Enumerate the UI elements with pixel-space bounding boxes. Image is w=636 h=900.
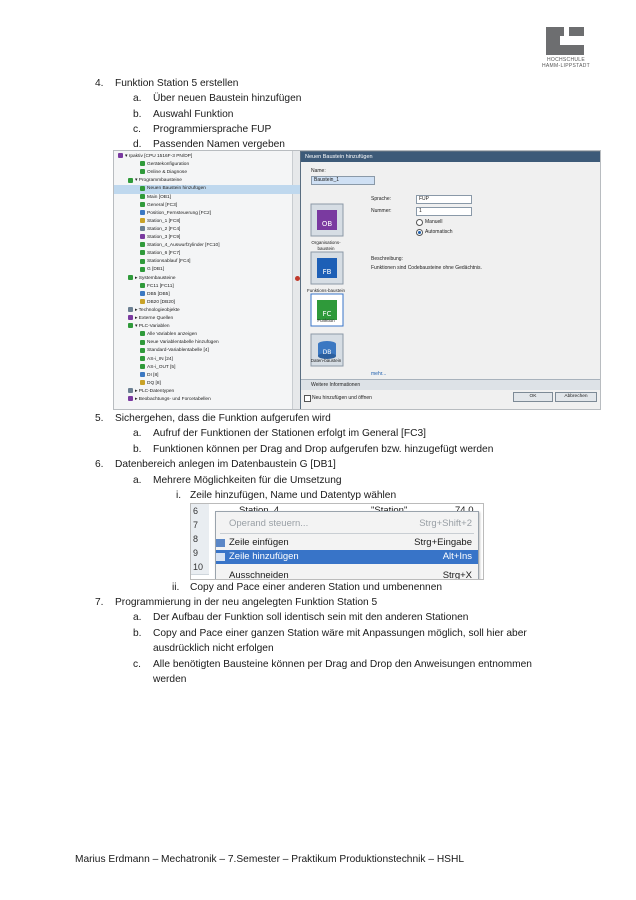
tree-item-icon <box>140 194 145 199</box>
step-number: 6. <box>95 459 104 470</box>
row-number: 7 <box>191 518 209 533</box>
step-number: 7. <box>95 597 104 608</box>
number-label: Nummer: <box>371 208 392 214</box>
roman-number: ii. <box>172 582 180 593</box>
tree-item-icon <box>140 226 145 231</box>
sub-text: Programmiersprache FUP <box>153 124 272 135</box>
row-number: 6 <box>191 504 209 519</box>
roman-text: Zeile hinzufügen, Name und Datentyp wählen <box>190 490 397 501</box>
more-link[interactable]: mehr... <box>371 371 387 377</box>
tree-item-label: General [FC3] <box>147 202 178 208</box>
menu-item-shortcut: Strg+X <box>442 570 472 580</box>
name-input[interactable]: Baustein_1 <box>311 176 375 185</box>
tree-item-label: ▸ Beobachtungs- und Forcetabellen <box>135 397 211 402</box>
ob-block-icon[interactable] <box>309 202 345 238</box>
tree-item-label: ▸ Systembausteine <box>135 275 176 281</box>
menu-item-label: Zeile hinzufügen <box>229 551 299 562</box>
tree-item-icon <box>128 275 133 280</box>
row-number: 10 <box>191 560 209 575</box>
menu-item-label: Zeile einfügen <box>229 537 289 548</box>
tree-item-label: Neue Variablentabelle hinzufügen <box>147 340 219 346</box>
tree-item-label: Position_Fernsteuerung [FC2] <box>147 210 211 216</box>
sub-text: Alle benötigten Bausteine können per Drag and Drop den Anweisungen entnommen werden <box>153 659 532 686</box>
tree-item-label: Standard-Variablentabelle [4] <box>147 348 209 354</box>
sub-text: Auswahl Funktion <box>153 109 234 120</box>
tree-item-label: Station_2 [FC4] <box>147 226 181 232</box>
db-block-label: Daten-baustein <box>310 358 342 363</box>
sub-text: Mehrere Möglichkeiten für die Umsetzung <box>153 475 342 486</box>
more-info-bar[interactable] <box>301 379 601 390</box>
tree-item-label: ▸ Externe Quellen <box>135 316 174 321</box>
auto-radio[interactable] <box>416 229 423 236</box>
tree-item-icon <box>128 396 133 401</box>
ok-button[interactable]: OK <box>513 392 553 402</box>
sub-text: Über neuen Baustein hinzufügen <box>153 93 302 104</box>
step-number: 5. <box>95 413 104 424</box>
step-text: Sichergehen, dass die Funktion aufgerufen wird <box>115 413 331 424</box>
description-label: Beschreibung: <box>371 256 403 262</box>
tree-item-label: Gerätekonfiguration <box>147 162 190 168</box>
menu-item-label: Operand steuern... <box>229 518 309 529</box>
add-block-dialog <box>300 151 601 410</box>
tree-item-label: Main [OB1] <box>147 194 171 200</box>
svg-text:FB: FB <box>322 268 332 276</box>
tree-item-icon <box>140 291 145 296</box>
tree-item-label: Online & Diagnose <box>147 170 187 176</box>
step-text: Programmierung in der neu angelegten Funktion Station 5 <box>115 597 378 608</box>
page-footer: Marius Erdmann – Mechatronik – 7.Semester – Praktikum Produktionstechnik – HSHL <box>75 854 464 865</box>
tree-item-icon <box>140 202 145 207</box>
logo-line1: HOCHSCHULE <box>546 57 585 63</box>
manual-label: Manuell <box>425 219 443 225</box>
tree-item-icon <box>140 242 145 247</box>
tree-item-label: Alle Variablen anzeigen <box>147 332 198 338</box>
fc-block-label: Funktion <box>317 318 335 323</box>
step-text: Funktion Station 5 erstellen <box>115 78 239 89</box>
tree-item-label: Station_3 [FC9] <box>147 235 181 240</box>
tree-item-icon <box>128 315 133 320</box>
sub-number: b. <box>133 444 142 455</box>
tree-item-icon <box>140 186 145 191</box>
cancel-button[interactable]: Abbrechen <box>555 392 597 402</box>
tree-item-icon <box>128 307 133 312</box>
step-text: Datenbereich anlegen im Datenbaustein G [DB1] <box>115 459 336 470</box>
language-label: Sprache: <box>371 196 392 202</box>
tree-item-label: AS-i_IN [24] <box>147 356 173 362</box>
tree-item-label: ▾ rpaktiv [CPU 1516F-3 PN/DP] <box>125 154 193 159</box>
sub-text: Copy and Pace einer ganzen Station wäre mit Anpassungen möglich, soll hier aber ausdrücklich nicht erfolgen <box>153 628 527 655</box>
project-tree <box>114 151 293 409</box>
tree-item-label: ▾ PLC-Variablen <box>135 324 170 330</box>
tree-item-label: ▾ Programmbausteine <box>135 178 182 184</box>
sub-number: d. <box>133 139 142 150</box>
tree-item-icon <box>140 218 145 223</box>
tia-portal-screenshot <box>113 150 601 410</box>
sub-number: a. <box>133 428 142 439</box>
svg-text:FC: FC <box>322 310 332 318</box>
menu-item-label: Ausschneiden <box>229 570 289 580</box>
ob-block-label: Organisations-baustein <box>311 240 341 251</box>
menu-item-operand[interactable] <box>216 517 478 531</box>
auto-label: Automatisch <box>425 229 453 235</box>
tree-item-icon <box>140 372 145 377</box>
hshl-logo <box>540 27 590 71</box>
more-info-label: Weitere Informationen <box>311 382 361 388</box>
roman-number: i. <box>176 490 182 501</box>
tree-item-icon <box>140 364 145 369</box>
tree-item-icon <box>140 161 145 166</box>
menu-item-shortcut: Alt+Ins <box>442 551 472 562</box>
tree-item-icon <box>140 234 145 239</box>
tree-item-label: DQ [8] <box>147 380 161 386</box>
tree-item-label: ▸ Technologieobjekte <box>135 307 180 313</box>
tree-item-label: AS-i_OUT [5] <box>147 364 176 370</box>
tree-item-icon <box>140 380 145 385</box>
tree-item-label: G [DB1] <box>147 267 165 273</box>
svg-text:DB: DB <box>322 349 332 356</box>
menu-item-shortcut: Strg+Shift+2 <box>419 518 472 529</box>
tree-item-label: Station_1 [FC8] <box>147 218 181 224</box>
menu-item-insert-row[interactable] <box>216 536 478 550</box>
sub-number: c. <box>133 124 141 135</box>
sub-number: c. <box>133 659 141 670</box>
menu-item-cut[interactable] <box>216 569 478 580</box>
tree-item-icon <box>118 153 123 158</box>
sub-number: b. <box>133 109 142 120</box>
number-input[interactable]: 1 <box>416 207 472 216</box>
tree-item-icon <box>140 259 145 264</box>
tree-item-icon <box>140 210 145 215</box>
sub-number: b. <box>133 628 142 639</box>
sub-text: Aufruf der Funktionen der Stationen erfolgt im General [FC3] <box>153 428 426 439</box>
sub-text: Passenden Namen vergeben <box>153 139 285 150</box>
sub-text: Funktionen können per Drag and Drop aufgerufen bzw. hinzugefügt werden <box>153 444 494 455</box>
tree-item-icon <box>128 388 133 393</box>
insert-row-icon <box>216 539 225 547</box>
add-row-icon <box>216 553 225 561</box>
tree-item-label: DB20 [DB20] <box>147 299 175 305</box>
tree-item-label: ▸ PLC-Datentypen <box>135 388 175 394</box>
row-number: 8 <box>191 532 209 547</box>
dialog-title: Neuen Baustein hinzufügen <box>301 152 601 162</box>
tree-item-icon <box>140 267 145 272</box>
add-open-checkbox[interactable] <box>304 395 311 402</box>
tree-item-label: Stationsablauf [FC4] <box>147 259 191 265</box>
tree-item-icon <box>140 340 145 345</box>
name-label: Name: <box>311 168 326 174</box>
tree-item-icon <box>140 348 145 353</box>
sub-number: a. <box>133 612 142 623</box>
row-number: 9 <box>191 546 209 561</box>
tree-item-label: Station_6 [FC7] <box>147 251 181 257</box>
fb-block-label: Funktions-baustein <box>306 288 346 293</box>
tree-item-icon <box>140 331 145 336</box>
tree-item-label: DB5 [DB5] <box>147 291 170 297</box>
sub-number: a. <box>133 93 142 104</box>
svg-text:OB: OB <box>321 220 333 228</box>
tree-item-label: FC11 [FC11] <box>147 283 174 289</box>
menu-item-add-row[interactable] <box>216 550 478 564</box>
tree-item-icon <box>140 283 145 288</box>
sub-number: a. <box>133 475 142 486</box>
tree-item-icon <box>140 250 145 255</box>
roman-text: Copy and Pace einer anderen Station und umbenennen <box>190 582 443 593</box>
tree-item-icon <box>128 323 133 328</box>
add-open-label: Neu hinzufügen und öffnen <box>312 395 372 401</box>
description-text: Funktionen sind Codebausteine ohne Gedächtnis. <box>371 265 482 271</box>
menu-item-shortcut: Strg+Eingabe <box>414 537 472 548</box>
context-menu-screenshot <box>190 503 484 580</box>
tree-item-icon <box>128 178 133 183</box>
tree-item-icon <box>140 169 145 174</box>
tree-item-icon <box>140 299 145 304</box>
hshl-logo-mark <box>546 27 584 55</box>
tree-item-label: Neuen Baustein hinzufügen <box>147 186 206 192</box>
context-menu <box>215 511 479 580</box>
step-number: 4. <box>95 78 104 89</box>
tree-item-label: DI [8] <box>147 372 159 378</box>
logo-line2: HAMM-LIPPSTADT <box>542 63 590 69</box>
language-select[interactable]: FUP <box>416 195 472 204</box>
fb-block-icon[interactable] <box>309 250 345 286</box>
tree-item[interactable] <box>114 396 306 405</box>
sub-text: Der Aufbau der Funktion soll identisch sein mit den anderen Stationen <box>153 612 469 623</box>
tree-item-label: Station_4_Auswurfzylinder [FC10] <box>147 243 220 249</box>
menu-divider <box>220 533 474 534</box>
manual-radio[interactable] <box>416 219 423 226</box>
tree-item-icon <box>140 356 145 361</box>
